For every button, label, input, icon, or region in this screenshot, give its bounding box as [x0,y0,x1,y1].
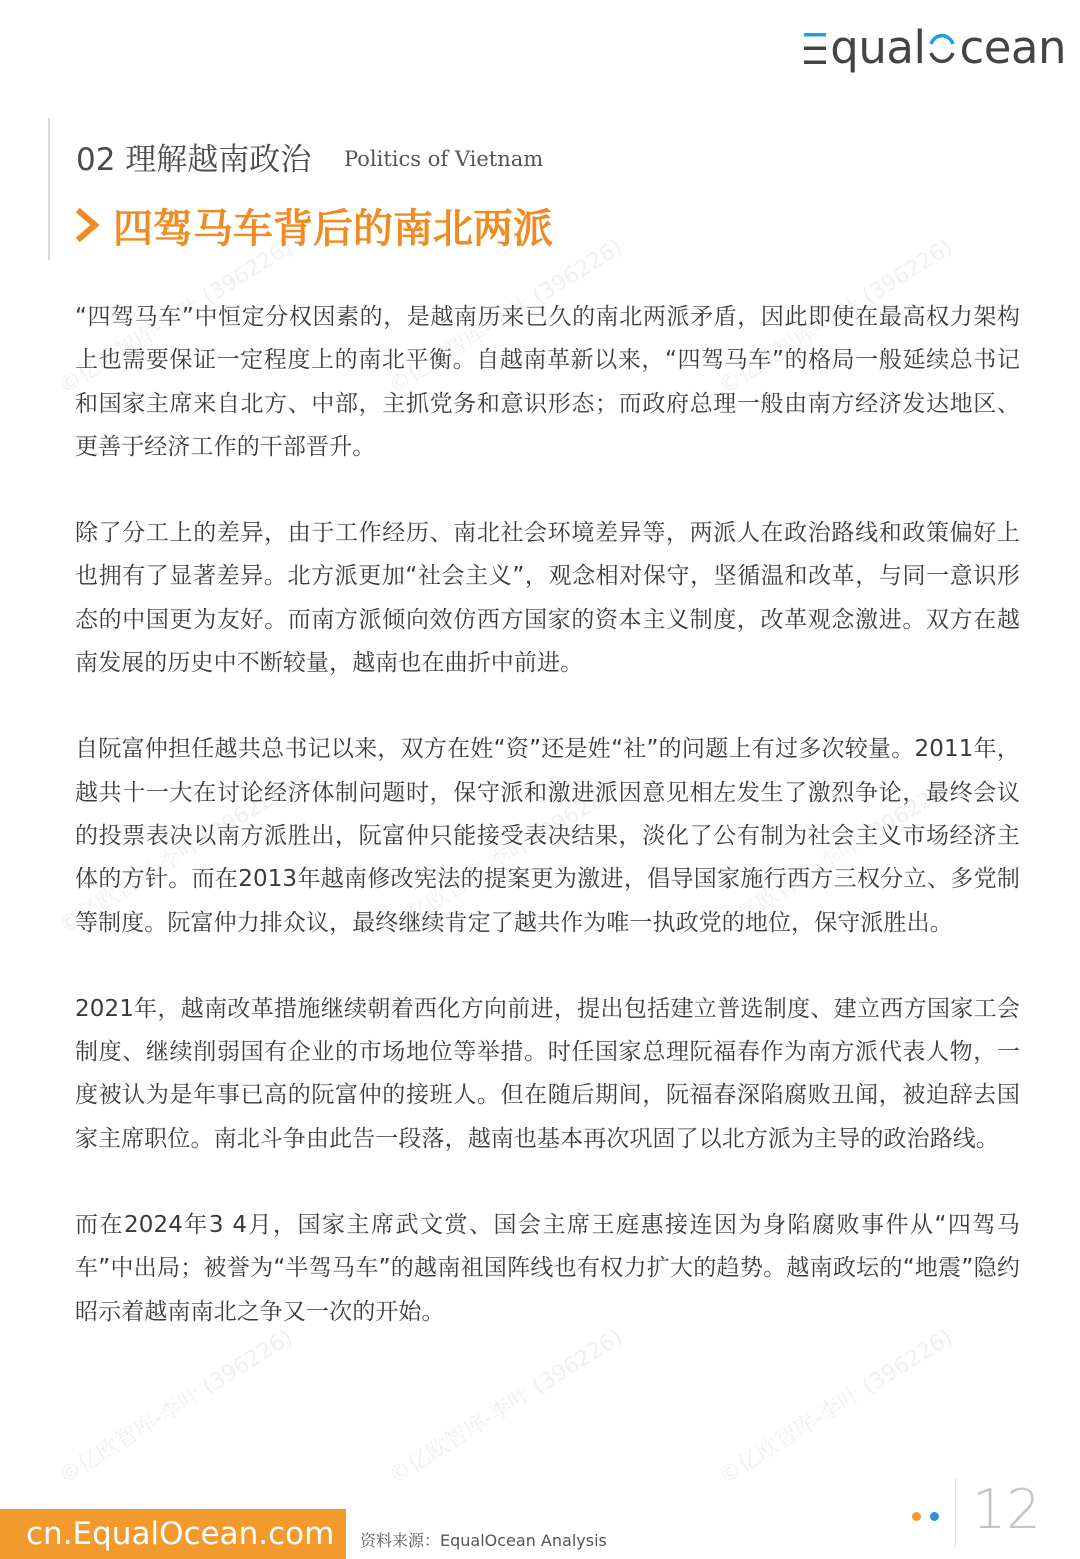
logo-text-1: qual [830,20,926,74]
paragraph: 除了分工上的差异，由于工作经历、南北社会环境差异等，两派人在政治路线和政策偏好上也拥有了显著差异。北方派更加“社会主义”，观念相对保守，坚循温和改革，与同一意识形态的中国更为友好。而南方派倾向效仿西方国家的资本主义制度，改革观念激进。双方在越南发展的历史中不断较量，越南也在曲折中前进。 [75,520,1020,677]
watermark: ©亿欧智库-李叶 (396226) [54,775,298,940]
website-url[interactable]: cn.EqualOcean.com [0,1509,346,1559]
blue-dot-icon [930,1512,939,1521]
section-subtitle: Politics of Vietnam [344,147,544,171]
watermark: ©亿欧智库-李叶 (396226) [54,235,298,400]
page-number-divider [955,1478,956,1548]
equalocean-logo [803,20,1066,74]
page-number: 12 [972,1478,1041,1541]
source-note: 资料来源：EqualOcean Analysis [360,1531,607,1550]
page-headline: 四驾马车背后的南北两派 [113,206,553,252]
header-divider [48,118,50,260]
paragraph: “四驾马车”中恒定分权因素的，是越南历来已久的南北两派矛盾，因此即使在最高权力架构上也需要保证一定程度上的南北平衡。自越南革新以来，“四驾马车”的格局一般延续总书记和国家主席来自北方、中部，主抓党务和意识形态；而政府总理一般由南方经济发达地区、更善于经济工作的干部晋升。 [75,304,1020,460]
watermark: ©亿欧智库-李叶 (396226) [54,1325,298,1490]
paragraph: 自阮富仲担任越共总书记以来，双方在姓“资”还是姓“社”的问题上有过多次较量。2011年，越共十一大在讨论经济体制问题时，保守派和激进派因意见相左发生了激烈争论，最终会议的投票表决以南方派胜出，阮富仲只能接受表决结果，淡化了公有制为社会主义市场经济主体的方针。而在2013年越南修改宪法的提案更为激进，倡导国家施行西方三权分立、多党制等制度。阮富仲力排众议，最终继续肯定了越共作为唯一执政党的地位，保守派胜出。 [75,736,1020,936]
equalocean-e-icon [803,32,827,65]
watermark: ©亿欧智库-李叶 (396226) [384,775,628,940]
equalocean-o-icon [927,32,957,65]
section-title: 02 理解越南政治 [76,142,312,178]
watermark: ©亿欧智库-李叶 (396226) [384,235,628,400]
paragraph: 2021年，越南改革措施继续朝着西化方向前进，提出包括建立普选制度、建立西方国家工会制度、继续削弱国有企业的市场地位等举措。时任国家总理阮福春作为南方派代表人物，一度被认为是年事已高的阮富仲的接班人。但在随后期间，阮福春深陷腐败丑闻，被迫辞去国家主席职位。南北斗争由此告一段落，越南也基本再次巩固了以北方派为主导的政治路线。 [75,995,1020,1152]
watermark: ©亿欧智库-李叶 (396226) [714,775,958,940]
watermark: ©亿欧智库-李叶 (396226) [714,1325,958,1490]
chevron-right-icon [76,208,100,242]
article-body [75,296,1020,1377]
logo-text-2: cean [959,20,1066,74]
orange-dot-icon [912,1512,921,1521]
watermark: ©亿欧智库-李叶 (396226) [384,1325,628,1490]
paragraph: 而在2024年3 4月，国家主席武文赏、国会主席王庭惠接连因为身陷腐败事件从“四驾马车”中出局；被誉为“半驾马车”的越南祖国阵线也有权力扩大的趋势。越南政坛的“地震”隐约昭示着越南南北之争又一次的开始。 [75,1212,1020,1325]
watermark: ©亿欧智库-李叶 (396226) [714,235,958,400]
